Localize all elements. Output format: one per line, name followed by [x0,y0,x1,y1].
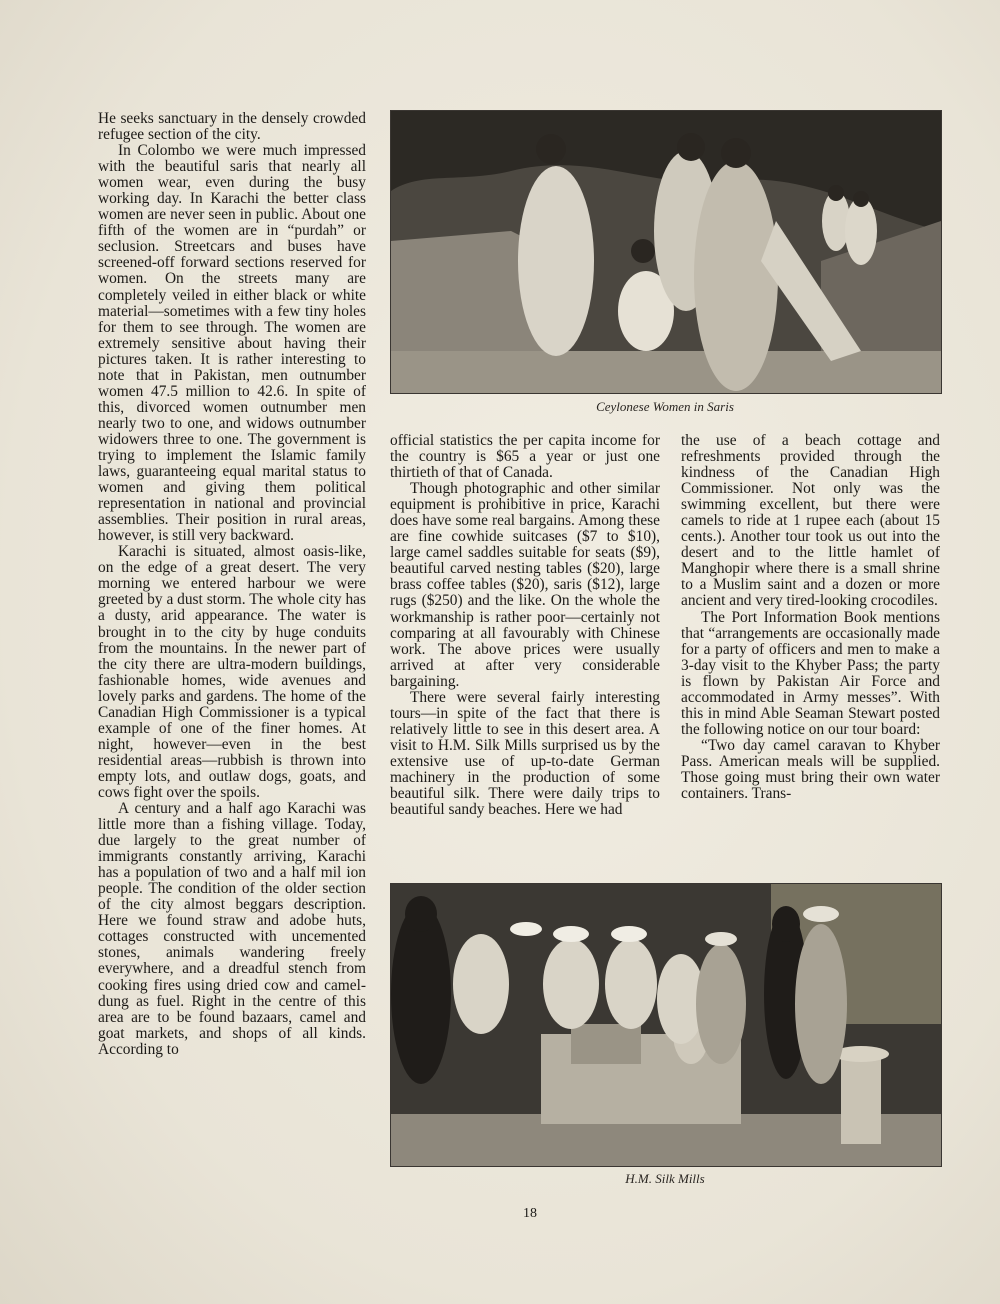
page-number: 18 [523,1206,537,1221]
paragraph: the use of a beach cottage and refreshments provided through the kindness of the Canadian High Commissioner. Not only was the swimming excellent, but there were camels to ride at 1 rupee each (about 15 cents.). Another tour took us out into the desert and to the little hamlet of Manghopir where there is a small shrine to a Muslim saint and a dozen or more ancient and very tired-looking crocodiles. [681,433,940,610]
photo-silk-mills [390,883,942,1167]
paragraph: He seeks sanctuary in the densely crowded refugee section of the city. [98,111,366,144]
photo-caption: H.M. Silk Mills [625,1171,705,1186]
text-column-right [681,433,940,877]
paragraph: There were several fairly interesting tours—in spite of the fact that there is relatively little to see in this desert area. A visit to H.M. Silk Mills surprised us by the extensive use of up-to-date German machinery in the production of some beautiful silk. There were daily trips to beautiful sandy beaches. Here we had [390,688,660,819]
photo-ceylonese-women [390,110,942,394]
photo-caption: Ceylonese Women in Saris [596,399,734,414]
paragraph: official statistics the per capita income for the country is $65 a year or just one thirtieth of that of Canada. [390,433,660,482]
paragraph: “Two day camel caravan to Khyber Pass. American meals will be supplied. Those going must bring their own water containers. Trans- [681,736,940,803]
paragraph: In Colombo we were much impressed with the beautiful saris that nearly all women wear, even during the busy working day. In Karachi the better class women are never seen in public. About one fifth of the women are in “purdah” or seclusion. Streetcars and buses have screened-off forward sections reserved for women. On the streets many are completely veiled in either black or white material—sometimes with a few tiny holes for them to see through. The women are extremely sensitive about having their pictures taken. It is rather interesting to note that in Pakistan, men outnumber women 47.5 million to 42.6. In spite of this, divorced women outnumber men nearly two to one, and widows outnumber widowers three to one. The government is trying to implement the Islamic family laws, guaranteeing equal marital status to women and giving them political representation in national and provincial assemblies. Their position in rural areas, however, is still very backward. [98,142,366,545]
text-column-middle [390,433,660,877]
paragraph: A century and a half ago Karachi was little more than a fishing village. Today, due largely to the great number of immigrants constantly arriving, Karachi has a population of two and a half mil ion people. The condition of the older section of the city almost beggars description. Here we found straw and adobe huts, cottages constructed with uncemented stones, animals wandering freely everywhere, and a dreadful stench from cooking fires using dried cow and camel-dung as fuel. Right in the centre of this area are to be found bazaars, camel and goat markets, and shops of all kinds. According to [98,800,366,1058]
paragraph: The Port Information Book mentions that “arrangements are occasionally made for a party of officers and men to make a 3-day visit to the Khyber Pass; the party is flown by Pakistan Air Force and accommodated in Army messes”. With this in mind Able Seaman Stewart posted the following notice on our tour board: [681,608,940,738]
paragraph: Karachi is situated, almost oasis-like, on the edge of a great desert. The very morning we entered harbour we were greeted by a dust storm. The whole city has a dusty, arid appearance. The water is brought in to the city by huge conduits from the mountains. In the newer part of the city there are ultra-modern buildings, fashionable homes, wide avenues and lovely parks and gardens. The home of the Canadian High Commissioner is a typical example of one of the finer homes. At night, however—even in the best residential areas—rubbish is thrown into empty lots, and outlaw dogs, goats, and cows fight over the spoils. [98,543,366,801]
paragraph: Though photographic and other similar equipment is prohibitive in price, Karachi does have some real bargains. Among these are fine cowhide suitcases ($7 to $10), large camel saddles suitable for seats ($9), beautiful carved nesting tables ($20), large brass coffee tables ($20), saris ($12), large rugs ($250) and the like. On the whole the workmanship is rather poor—certainly not comparing at all favourably with Chinese work. The above prices were usually arrived at after very considerable bargaining. [390,480,660,690]
text-column-left [98,111,366,1191]
